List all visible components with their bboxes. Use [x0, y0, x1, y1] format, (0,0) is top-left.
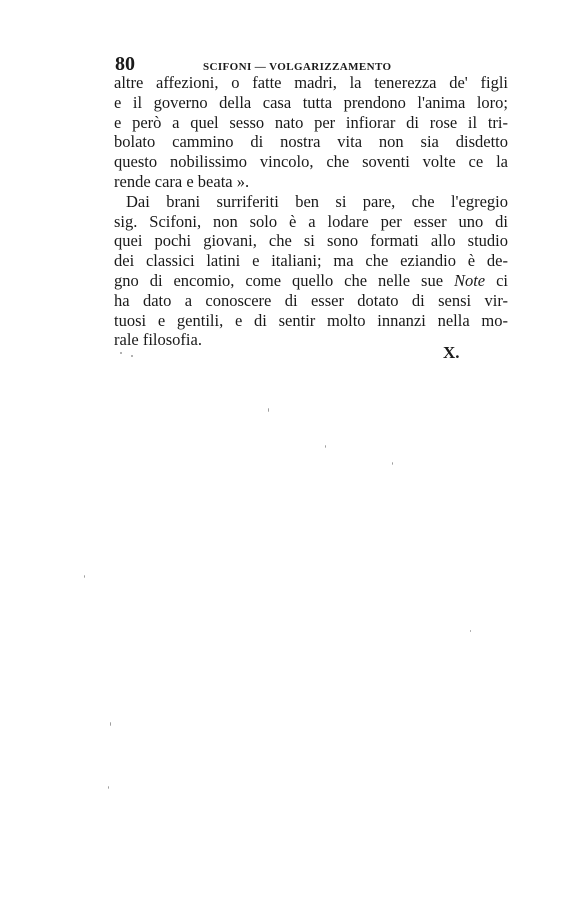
paper-speck	[392, 462, 393, 465]
text-line: altre affezioni, o fatte madri, la tenerezza de' figli	[114, 73, 508, 92]
paper-speck	[268, 408, 269, 412]
text-line: ha dato a conoscere di esser dotato di sensi vir-	[114, 290, 508, 310]
text-line: e il governo della casa tutta prendono l'anima loro;	[114, 92, 508, 112]
text-line: bolato cammino di nostra vita non sia disdetto	[114, 132, 508, 152]
paper-speck	[108, 786, 109, 789]
running-title: SCIFONI — VOLGARIZZAMENTO	[203, 61, 392, 73]
paper-speck	[131, 355, 133, 357]
paper-speck	[120, 352, 122, 354]
page-number: 80	[115, 53, 135, 75]
text-line: questo nobilissimo vincolo, che soventi volte ce la	[114, 152, 508, 172]
text-line: Dai brani surriferiti ben si pare, che l'egregio	[126, 191, 508, 211]
text-line: rende cara e beata ».	[114, 171, 250, 191]
text-line: gno di encomio, come quello che nelle sue Note ci	[114, 270, 508, 290]
text-line: dei classici latini e italiani; ma che eziandio è de-	[114, 251, 508, 271]
text-line: e però a quel sesso nato per infiorar di rose il tri-	[114, 112, 508, 132]
text-line: tuosi e gentili, e di sentir molto innanzi nella mo-	[114, 310, 508, 330]
paper-speck	[325, 445, 326, 448]
text-line: rale filosofia.	[114, 330, 202, 350]
paper-speck	[470, 630, 471, 632]
paragraph-2	[114, 192, 508, 350]
closing-mark: X.	[443, 343, 460, 362]
paper-speck	[110, 722, 111, 726]
text-line: quei pochi giovani, che si sono formati allo studio	[114, 231, 508, 251]
body-text	[114, 73, 508, 350]
text-line: sig. Scifoni, non solo è a lodare per esser uno di	[114, 211, 508, 231]
paragraph-1	[114, 73, 508, 192]
paper-speck	[84, 575, 85, 578]
